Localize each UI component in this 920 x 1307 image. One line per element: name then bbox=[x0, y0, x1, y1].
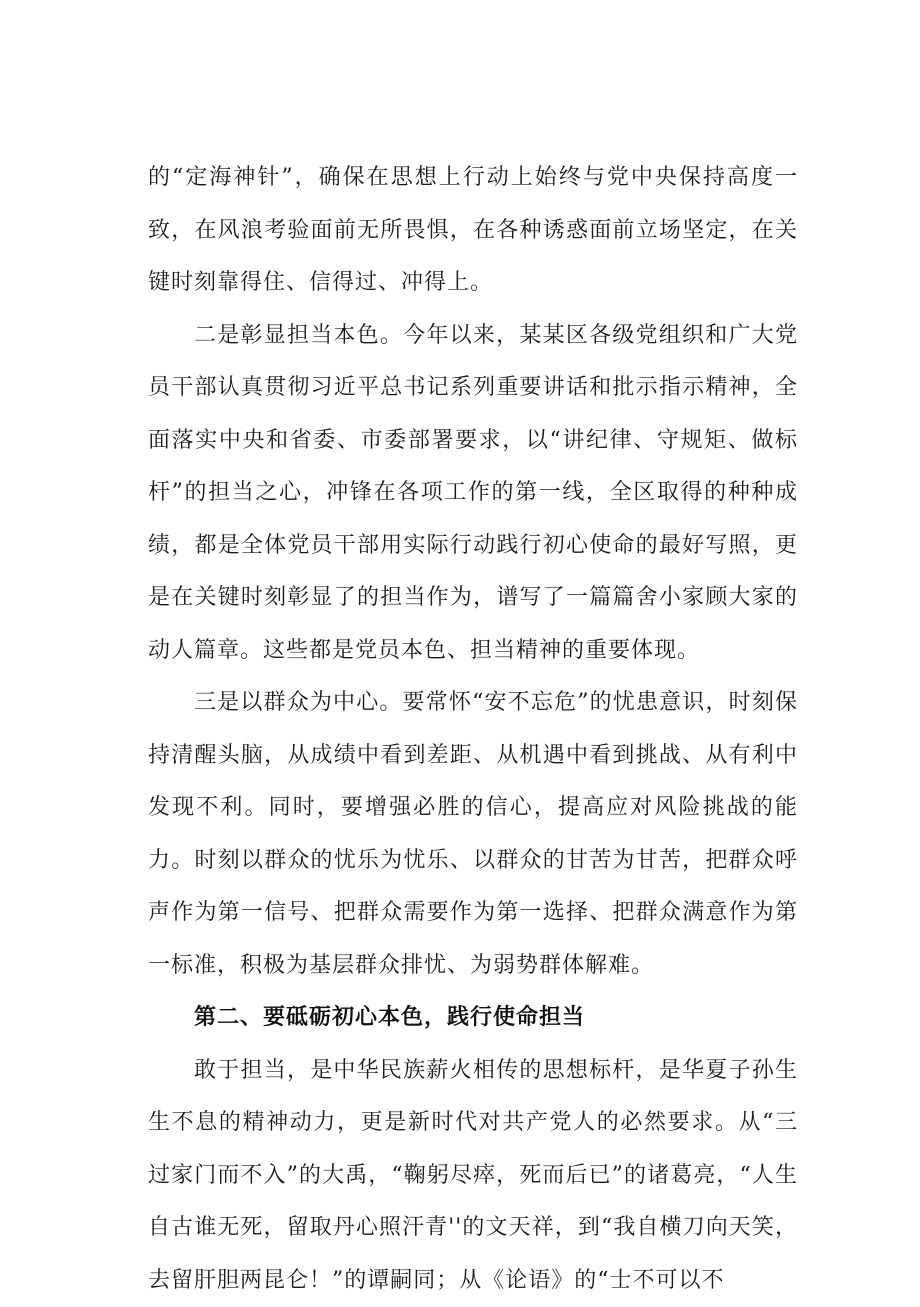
paragraph-continuation: 的“定海神针”，确保在思想上行动上始终与党中央保持高度一致，在风浪考验面前无所畏惧，在各种诱惑面前立场坚定，在关键时刻靠得住、信得过、冲得上。 bbox=[148, 152, 798, 310]
document-body bbox=[148, 152, 798, 1307]
paragraph-show-responsibility: 二是彰显担当本色。今年以来，某某区各级党组织和广大党员干部认真贯彻习近平总书记系列重要讲话和批示指示精神，全面落实中央和省委、市委部署要求，以“讲纪律、守规矩、做标杆”的担当之心，冲锋在各项工作的第一线，全区取得的种种成绩，都是全体党员干部用实际行动践行初心使命的最好写照，更是在关键时刻彰显了的担当作为，谱写了一篇篇舍小家顾大家的动人篇章。这些都是党员本色、担当精神的重要体现。 bbox=[148, 310, 798, 678]
paragraph-dare-to-take-responsibility: 敢于担当，是中华民族薪火相传的思想标杆，是华夏子孙生生不息的精神动力，更是新时代对共产党人的必然要求。从“三过家门而不入”的大禹，“鞠躬尽瘁，死而后已”的诸葛亮，“人生自古谁无死，留取丹心照汗青''的文天祥，到“我自横刀向天笑，去留肝胆两昆仑！”的谭嗣同；从《论语》的“士不可以不 bbox=[148, 1045, 798, 1307]
section-heading: 第二、要砥砺初心本色，践行使命担当 bbox=[148, 992, 798, 1045]
paragraph-people-centered: 三是以群众为中心。要常怀“安不忘危”的忧患意识，时刻保持清醒头脑，从成绩中看到差距、从机遇中看到挑战、从有利中发现不利。同时，要增强必胜的信心，提高应对风险挑战的能力。时刻以群众的忧乐为忧乐、以群众的甘苦为甘苦，把群众呼声作为第一信号、把群众需要作为第一选择、把群众满意作为第一标准，积极为基层群众排忧、为弱势群体解难。 bbox=[148, 677, 798, 992]
